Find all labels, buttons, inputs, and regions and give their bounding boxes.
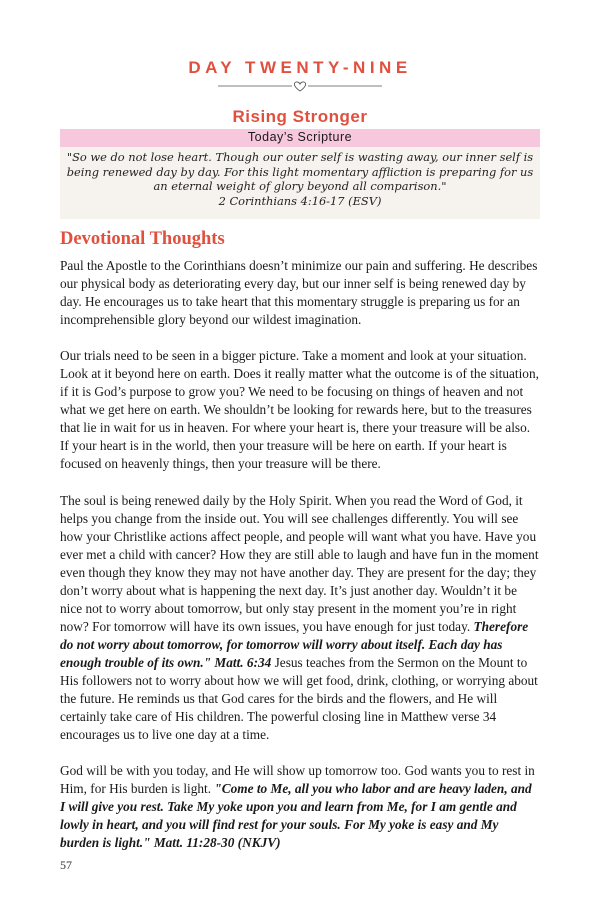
paragraph-3-text-b: Jesus teaches from the Sermon on the Mount to His followers not to worry about how we will get food, drink, clothing, or worrying about the future. He reminds us that God cares for the birds and the flowers, and He will certainly take care of His children. The powerful closing line in Matthew verse 34 encourages us to live one day at a time.: [60, 654, 538, 743]
paragraph-3: [60, 492, 540, 745]
heart-divider-icon: [200, 80, 400, 94]
scripture-label: Today’s Scripture: [247, 130, 353, 144]
scripture-verse: "So we do not lose heart. Though our outer self is wasting away, our inner self is being renewed day by day. For this light momentary affliction is preparing for us an eternal weight of glory beyond all comparison.": [66, 150, 534, 194]
page-number: 57: [60, 858, 72, 872]
paragraph-3-text-a: The soul is being renewed daily by the Holy Spirit. When you read the Word of God, it helps you change from the inside out. You will see challenges differently. You will see how your Christlike actions affect people, and people will want what you have. Have you ever met a child with cancer? How they are still able to laugh and have fun in the moment even though they know they may not have another day. They are present for the day; they don’t worry about what is happening the next day. It’s just another day. Wouldn’t it be nice not to worry about tomorrow, but only stay present in the moment you’re in right now? For tomorrow will have its own issues, you have enough for just today.: [60, 492, 539, 634]
scripture-reference: 2 Corinthians 4:16-17 (ESV): [218, 193, 382, 208]
lesson-title: Rising Stronger: [232, 107, 368, 126]
paragraph-4-quote: "Come to Me, all you who labor and are heavy laden, and I will give you rest. Take My yoke upon you and learn from Me, for I am gentle and lowly in heart, and you will find rest for your souls. For My yoke is easy and My burden is light." Matt. 11:28-30 (NKJV): [60, 781, 532, 851]
paragraph-4-text-a: God will be with you today, and He will show up tomorrow too. God wants you to rest in Him, for His burden is light.: [60, 763, 535, 797]
paragraph-3-quote: Therefore do not worry about tomorrow, for tomorrow will worry about itself. Each day has enough trouble of its own." Matt. 6:34: [60, 618, 529, 670]
section-heading: Devotional Thoughts: [60, 229, 225, 249]
scripture-text: [64, 150, 536, 208]
paragraph-4: [60, 762, 540, 852]
day-title: DAY TWENTY-NINE: [188, 58, 412, 77]
paragraph-1: Paul the Apostle to the Corinthians doesn’t minimize our pain and suffering. He describes our physical body as deteriorating every day, but our inner self is being renewed day by day. He encourages us to take heart that this momentary struggle is preparing us for an incomprehensible glory beyond our wildest imagination.: [60, 258, 538, 328]
devotional-body: [60, 257, 540, 870]
paragraph-2: Our trials need to be seen in a bigger picture. Take a moment and look at your situation. Look at it beyond here on earth. Does it really matter what the outcome is of the situation, if it is God’s purpose to grow you? We need to be focusing on things of heaven and not what we get here on earth. We shouldn’t be looking for rewards here, but to the treasures that lie in wait for us in heaven. For where your heart is, there your treasure will be also. If your heart is in the world, then your treasure will be here on earth. If your heart is focused on heavenly things, then your treasure will be there.: [60, 348, 539, 472]
